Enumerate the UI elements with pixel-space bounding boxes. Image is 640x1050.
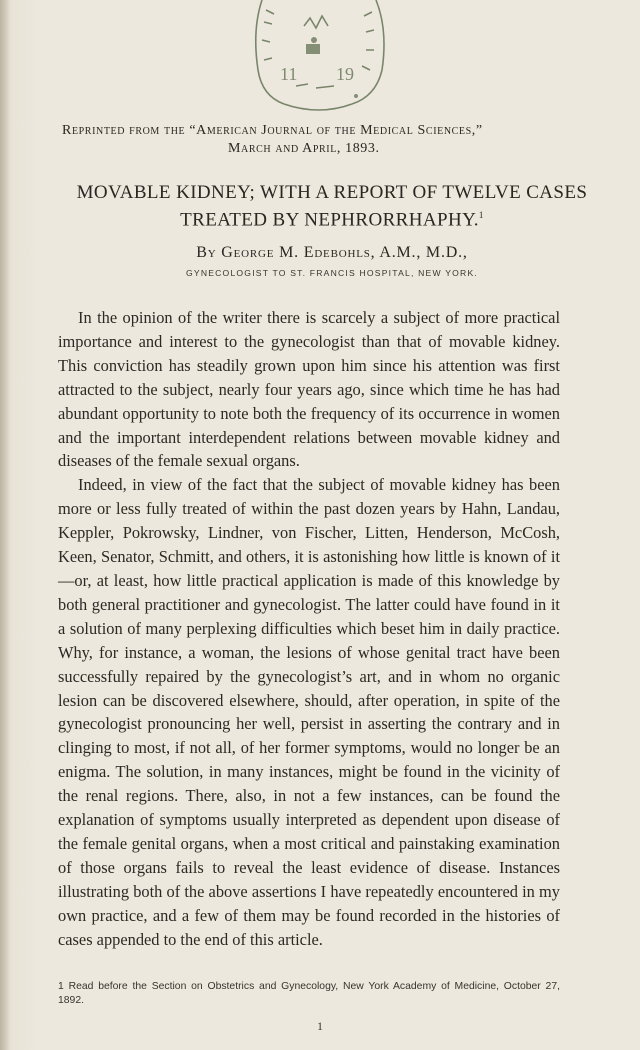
reprint-line-2: March and April, 1893.	[228, 141, 380, 156]
page-number: 1	[317, 1019, 323, 1033]
title-footnote-mark: 1	[478, 210, 484, 220]
reprint-notice	[62, 122, 622, 158]
reprint-line-1: Reprinted from the “American Journal of the Medical Sciences,”	[62, 123, 483, 138]
svg-text:11: 11	[280, 64, 298, 84]
article-title	[52, 182, 612, 231]
article-title-text: MOVABLE KIDNEY; WITH A REPORT OF TWELVE CASES TREATED BY NEPHRORRHAPHY.	[76, 182, 588, 231]
body-paragraph-1: In the opinion of the writer there is scarcely a subject of more practical importance and interest to the gynecologist than that of movable kidney. This conviction has steadily grown upon him since his attention was first attracted to the subject, nearly four years ago, since which time he has had abundant opportunity to note both the frequency of its occurrence in women and the important interdependent relations between movable kidney and diseases of the female sexual organs.	[58, 308, 560, 471]
article-body	[58, 306, 560, 951]
page-edge-shadow	[0, 0, 10, 1050]
author-affiliation: GYNECOLOGIST TO ST. FRANCIS HOSPITAL, NEW YORK.	[186, 268, 478, 278]
body-paragraph-2: Indeed, in view of the fact that the subject of movable kidney has been more or less fully treated of within the past dozen years by Hahn, Landau, Keppler, Pokrowsky, Lindner, von Fischer, Litten, Henderson, McCosh, Keen, Senator, Schmitt, and others, it is astonishing how little is known of it—or, at least, how little practical application is made of this knowledge by both general practitioner and gynecologist. The latter could have found in it a solution of many perplexing difficulties which beset him in daily practice. Why, for instance, a woman, the lesions of whose genital tract have been successfully repaired by the gynecologist’s art, and in whom no organic lesion can be discovered elsewhere, should, after operation, in spite of the gynecologist pronouncing her well, persist in asserting the contrary and in clinging to most, if not all, of her former symptoms, would no longer be an enigma. The solution, in many instances, might be found in the vicinity of the renal regions. There, also, in not a few instances, can be found the explanation of symptoms usually interpreted as dependent upon disease of the female genital organs, when a most critical and painstaking examination of those organs fails to reveal the least evidence of disease. Instances illustrating both of the above assertions I have repeatedly encountered in my own practice, and a few of them may be found recorded in the histories of cases appended to the end of this article.	[58, 475, 560, 949]
stamp-seal-image	[244, 0, 394, 112]
svg-text:19: 19	[336, 64, 354, 84]
footnote: 1 Read before the Section on Obstetrics and Gynecology, New York Academy of Medicine, October 27, 1892.	[58, 981, 560, 1006]
author-byline: By George M. Edebohls, A.M., M.D.,	[196, 244, 468, 261]
library-stamp	[244, 0, 394, 112]
